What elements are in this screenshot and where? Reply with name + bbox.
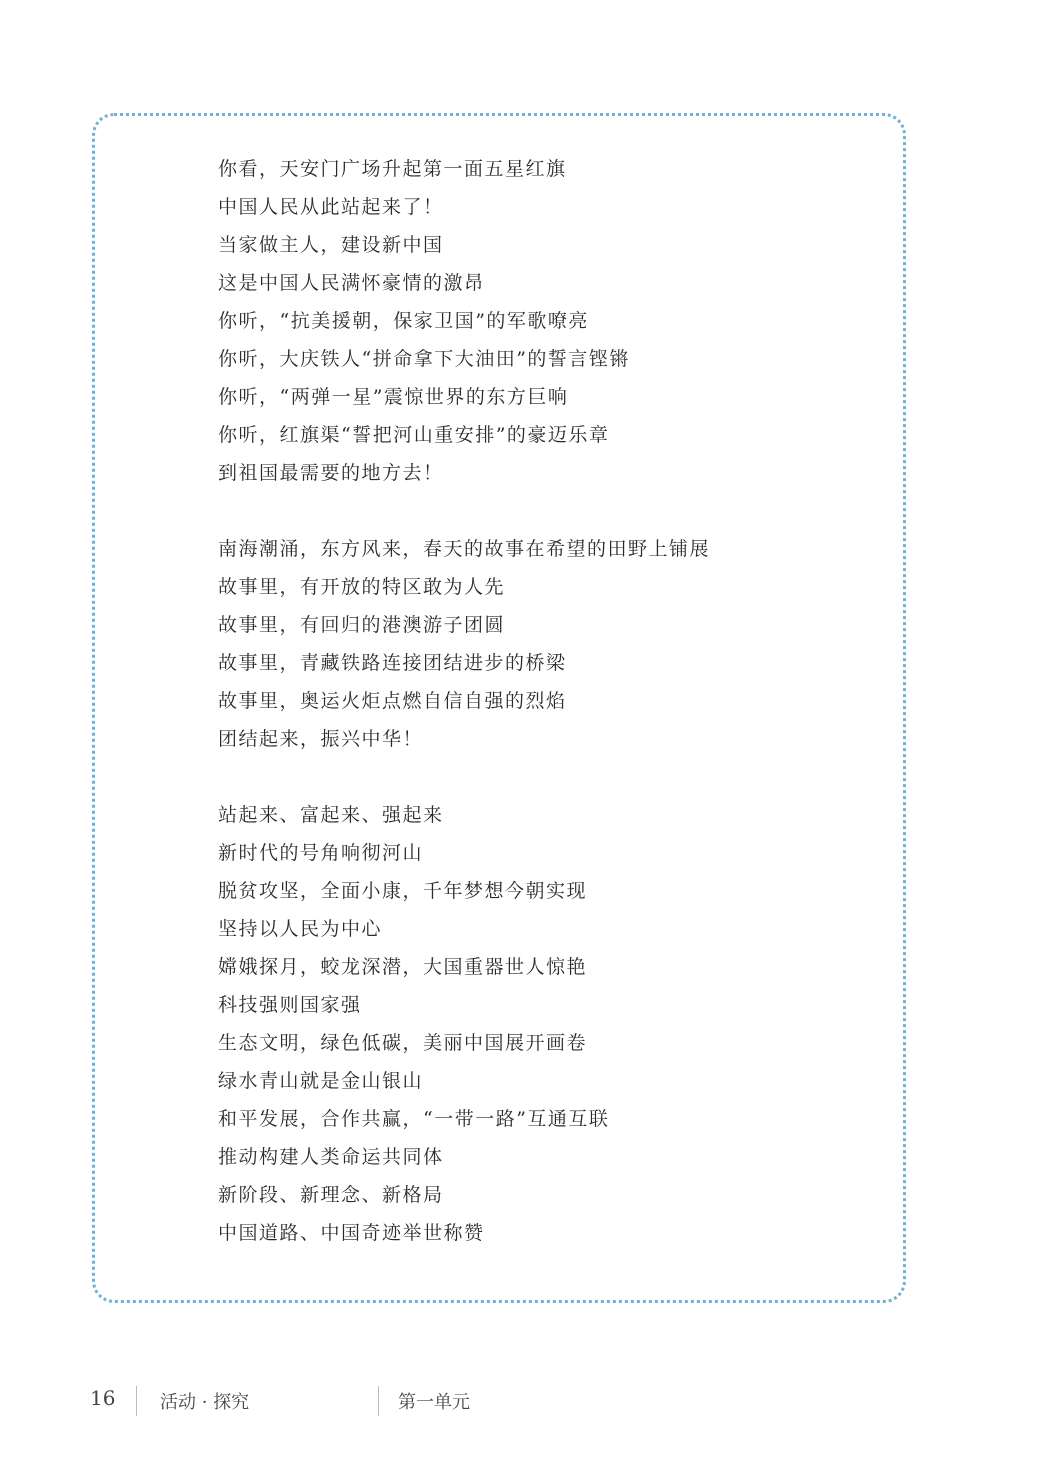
poem-line: 绿水青山就是金山银山 [218,1070,424,1092]
unit-label: 第一单元 [398,1392,470,1413]
poem-line: 脱贫攻坚，全面小康，千年梦想今朝实现 [218,880,588,902]
page-number: 16 [90,1386,116,1410]
poem-line: 故事里，有开放的特区敢为人先 [218,576,506,598]
poem [218,150,858,1290]
footer-divider [136,1386,137,1416]
poem-line: 故事里，奥运火炬点燃自信自强的烈焰 [218,690,567,712]
poem-line: 团结起来，振兴中华！ [218,728,424,750]
poem-line: 你听，“两弹一星”震惊世界的东方巨响 [218,386,569,408]
poem-line: 你看，天安门广场升起第一面五星红旗 [218,158,567,180]
page-footer [0,1384,1044,1424]
poem-line: 南海潮涌，东方风来，春天的故事在希望的田野上铺展 [218,538,711,560]
poem-line: 你听，大庆铁人“拼命拿下大油田”的誓言铿锵 [218,348,630,370]
poem-line: 新时代的号角响彻河山 [218,842,424,864]
poem-line: 这是中国人民满怀豪情的激昂 [218,272,485,294]
section-label: 活动 · 探究 [160,1392,250,1413]
poem-line: 生态文明，绿色低碳，美丽中国展开画卷 [218,1032,588,1054]
stanza-2 [218,530,858,758]
poem-line: 故事里，有回归的港澳游子团圆 [218,614,506,636]
poem-line: 科技强则国家强 [218,994,362,1016]
footer-divider [378,1386,379,1416]
poem-line: 嫦娥探月，蛟龙深潜，大国重器世人惊艳 [218,956,588,978]
poem-line: 坚持以人民为中心 [218,918,383,940]
poem-line: 你听，“抗美援朝，保家卫国”的军歌嘹亮 [218,310,589,332]
poem-line: 当家做主人，建设新中国 [218,234,444,256]
poem-line: 站起来、富起来、强起来 [218,804,444,826]
poem-line: 新阶段、新理念、新格局 [218,1184,444,1206]
poem-line: 推动构建人类命运共同体 [218,1146,444,1168]
poem-line: 中国人民从此站起来了！ [218,196,444,218]
poem-line: 和平发展，合作共赢，“一带一路”互通互联 [218,1108,610,1130]
stanza-3 [218,796,858,1252]
stanza-1 [218,150,858,492]
poem-line: 故事里，青藏铁路连接团结进步的桥梁 [218,652,567,674]
poem-line: 到祖国最需要的地方去！ [218,462,444,484]
poem-line: 中国道路、中国奇迹举世称赞 [218,1222,485,1244]
poem-line: 你听，红旗渠“誓把河山重安排”的豪迈乐章 [218,424,610,446]
